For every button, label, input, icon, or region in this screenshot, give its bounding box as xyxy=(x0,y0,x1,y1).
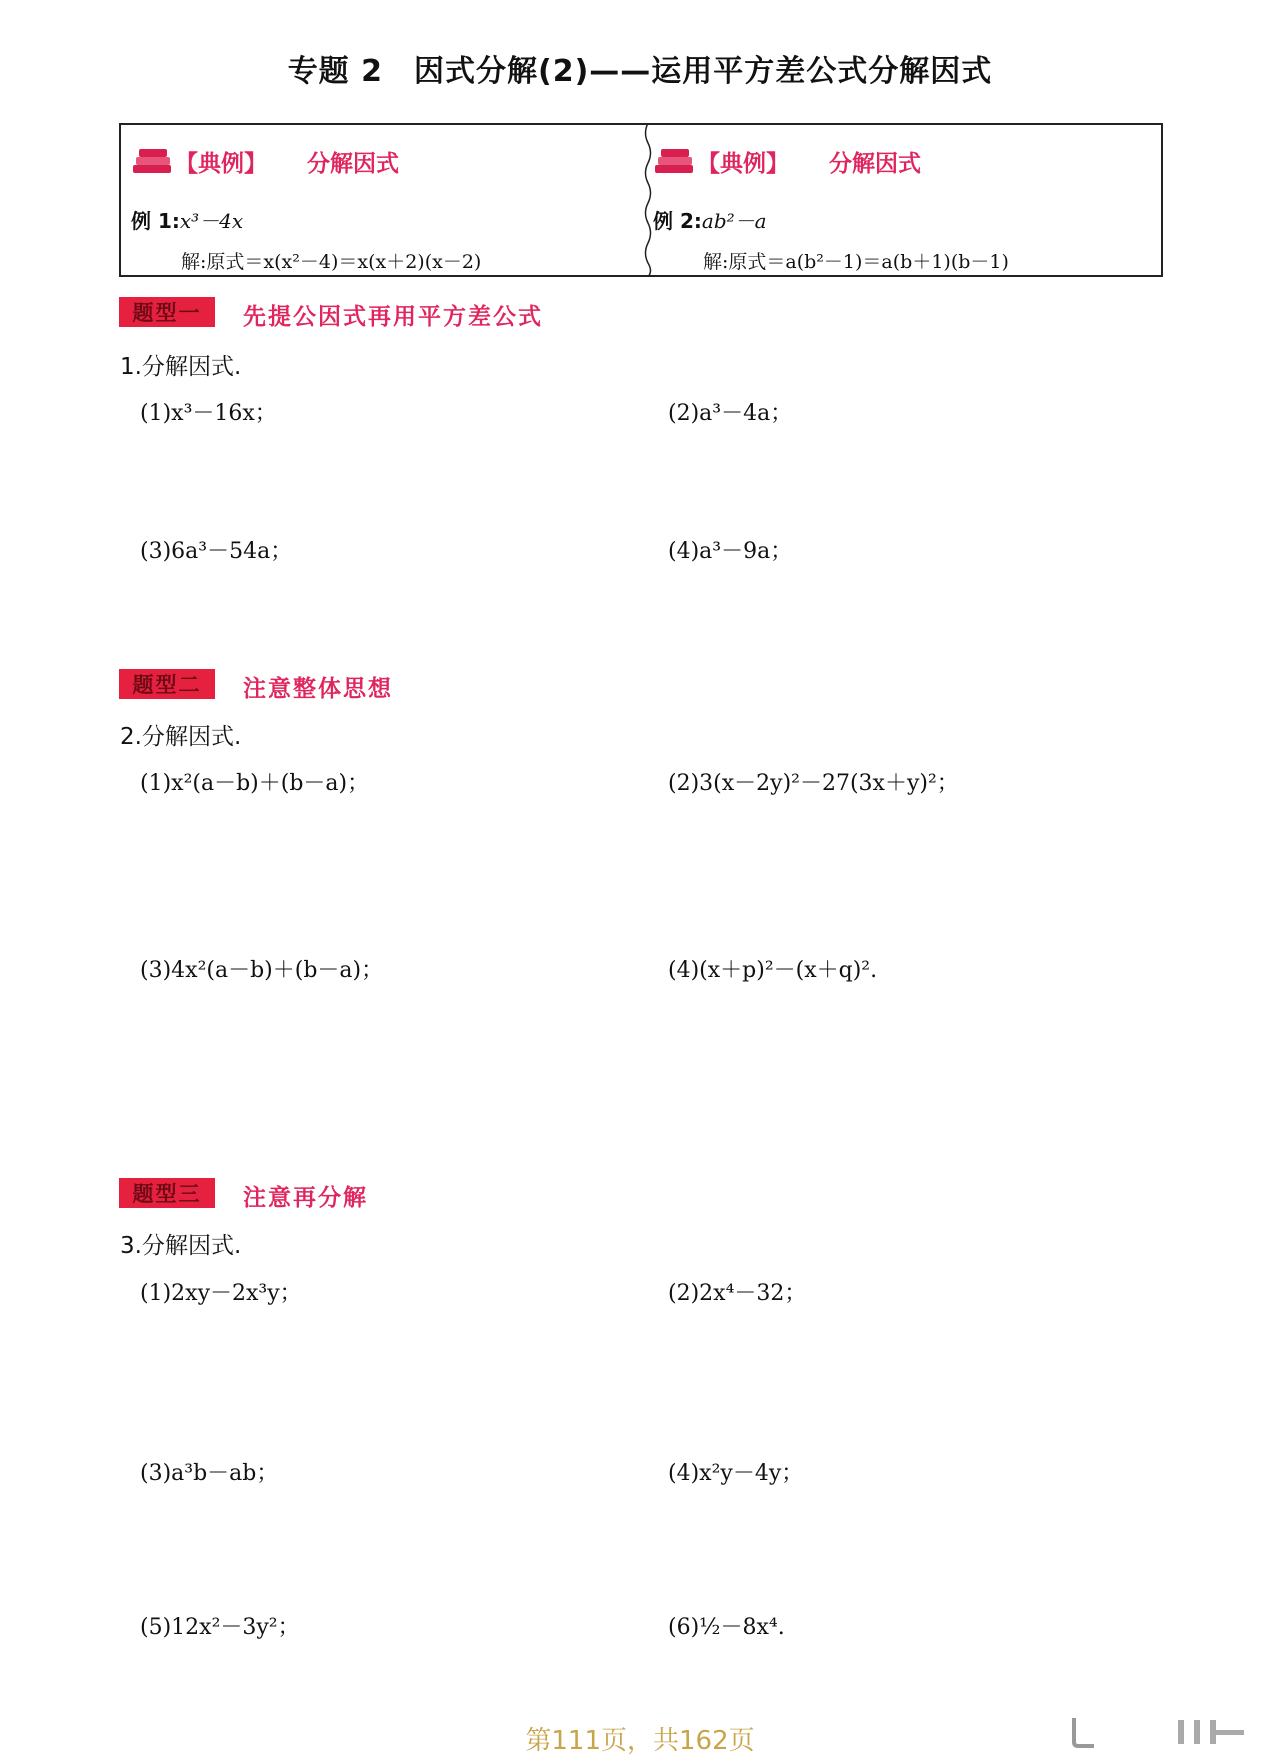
section-tag: 题型三 xyxy=(119,1178,215,1208)
section-title: 注意整体思想 xyxy=(243,676,393,702)
problem-item: (2)2x⁴－32； xyxy=(668,1281,807,1306)
example-question xyxy=(653,205,767,234)
example-solution: 解:原式＝a(b²－1)＝a(b＋1)(b－1) xyxy=(703,251,1009,273)
section-tag: 题型一 xyxy=(119,297,215,327)
section-tag: 题型二 xyxy=(119,669,215,699)
problem-item: (4)(x＋p)²－(x＋q)². xyxy=(668,958,878,983)
book-stack-icon xyxy=(653,147,695,177)
example-expression: ab²－a xyxy=(701,209,767,233)
problem-item: (1)x²(a－b)＋(b－a)； xyxy=(140,771,370,796)
example-label: 例 1: xyxy=(131,209,180,233)
example-tag: 【典例】 xyxy=(697,151,789,177)
section-title: 先提公因式再用平方差公式 xyxy=(243,304,543,330)
problem-item: (1)2xy－2x³y； xyxy=(140,1281,302,1306)
example-question xyxy=(131,205,243,234)
problem-item: (1)x³－16x； xyxy=(140,401,277,426)
example-solution: 解:原式＝x(x²－4)＝x(x＋2)(x－2) xyxy=(181,251,482,273)
example-tag: 【典例】 xyxy=(175,151,267,177)
question-stem: 2.分解因式. xyxy=(120,724,242,750)
problem-item: (2)a³－4a； xyxy=(668,401,793,426)
book-stack-icon xyxy=(131,147,173,177)
problem-item: (5)12x²－3y²； xyxy=(140,1615,300,1640)
example-topic: 分解因式 xyxy=(307,151,399,177)
page-footer: 第111页，共162页 xyxy=(525,1726,755,1756)
problem-item: (6)½－8x⁴. xyxy=(668,1615,785,1640)
example-2 xyxy=(643,125,1163,275)
problem-item: (4)x²y－4y； xyxy=(668,1461,804,1486)
question-stem: 1.分解因式. xyxy=(120,354,242,380)
example-label: 例 2: xyxy=(653,209,702,233)
example-expression: x³－4x xyxy=(179,209,244,233)
problem-item: (3)4x²(a－b)＋(b－a)； xyxy=(140,958,384,983)
example-1 xyxy=(121,125,641,275)
section-title: 注意再分解 xyxy=(243,1185,368,1211)
page-title: 专题 2 因式分解(2)——运用平方差公式分解因式 xyxy=(287,54,993,89)
problem-item: (4)a³－9a； xyxy=(668,539,793,564)
example-topic: 分解因式 xyxy=(829,151,921,177)
problem-item: (2)3(x－2y)²－27(3x＋y)²； xyxy=(668,771,959,796)
problem-item: (3)6a³－54a； xyxy=(140,539,293,564)
problem-item: (3)a³b－ab； xyxy=(140,1461,279,1486)
question-stem: 3.分解因式. xyxy=(120,1233,242,1259)
scan-corner-marks xyxy=(1060,1714,1260,1750)
example-box xyxy=(119,123,1163,277)
